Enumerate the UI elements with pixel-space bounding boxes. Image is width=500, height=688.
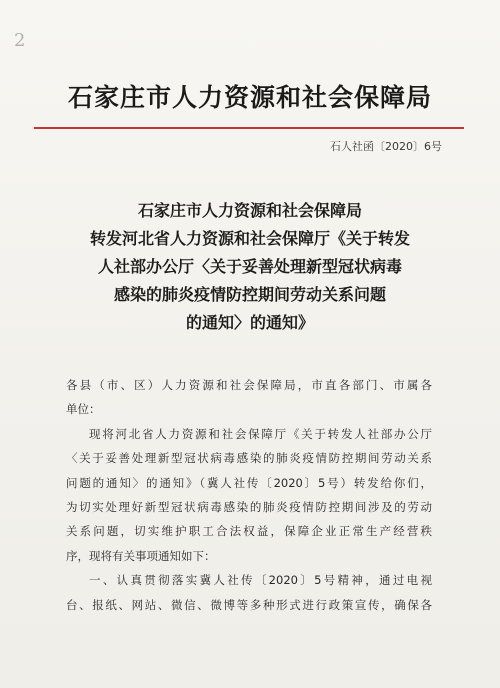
body-line: 现将河北省人力资源和社会保障厅《关于转发人社部办公厅 (89, 426, 432, 441)
issuer-masthead: 石家庄市人力资源和社会保障局 (67, 83, 432, 112)
body-line: 序，现将有关事项通知如下： (66, 548, 216, 563)
addressee-line: 各县（市、区）人力资源和社会保障局，市直各部门、市属各 (66, 378, 432, 392)
body-line: 问题的通知〉的通知》（冀人社传〔2020〕5号）转发给你们， (66, 475, 432, 490)
title-line: 转发河北省人力资源和社会保障厅《关于转发 (89, 229, 410, 248)
document-title (40, 197, 460, 337)
body-line: 一、认真贯彻落实冀人社传〔2020〕5号精神，通过电视 (89, 573, 432, 588)
body-line: 为切实处理好新型冠状病毒感染的肺炎疫情防控期间涉及的劳动 (66, 500, 432, 515)
title-line: 感染的肺炎疫情防控期间劳动关系问题 (113, 285, 386, 304)
red-separator-rule (34, 127, 464, 129)
document-body (66, 373, 432, 617)
body-line: 关系问题，切实维护职工合法权益，保障企业正常生产经营秩 (66, 524, 432, 539)
title-line: 石家庄市人力资源和社会保障局 (137, 201, 362, 220)
title-line: 的通知〉的通知》 (185, 313, 314, 332)
page-number-mark: 2 (14, 30, 26, 51)
body-line: 〈关于妥善处理新型冠状病毒感染的肺炎疫情防控期间劳动关系 (66, 451, 432, 466)
title-line: 人社部办公厅〈关于妥善处理新型冠状病毒 (97, 257, 402, 276)
document-number: 石人社函〔2020〕6号 (330, 140, 442, 153)
body-line: 台、报纸、网站、微信、微博等多种形式进行政策宣传，确保各 (66, 597, 432, 612)
addressee-line: 单位： (66, 402, 101, 417)
